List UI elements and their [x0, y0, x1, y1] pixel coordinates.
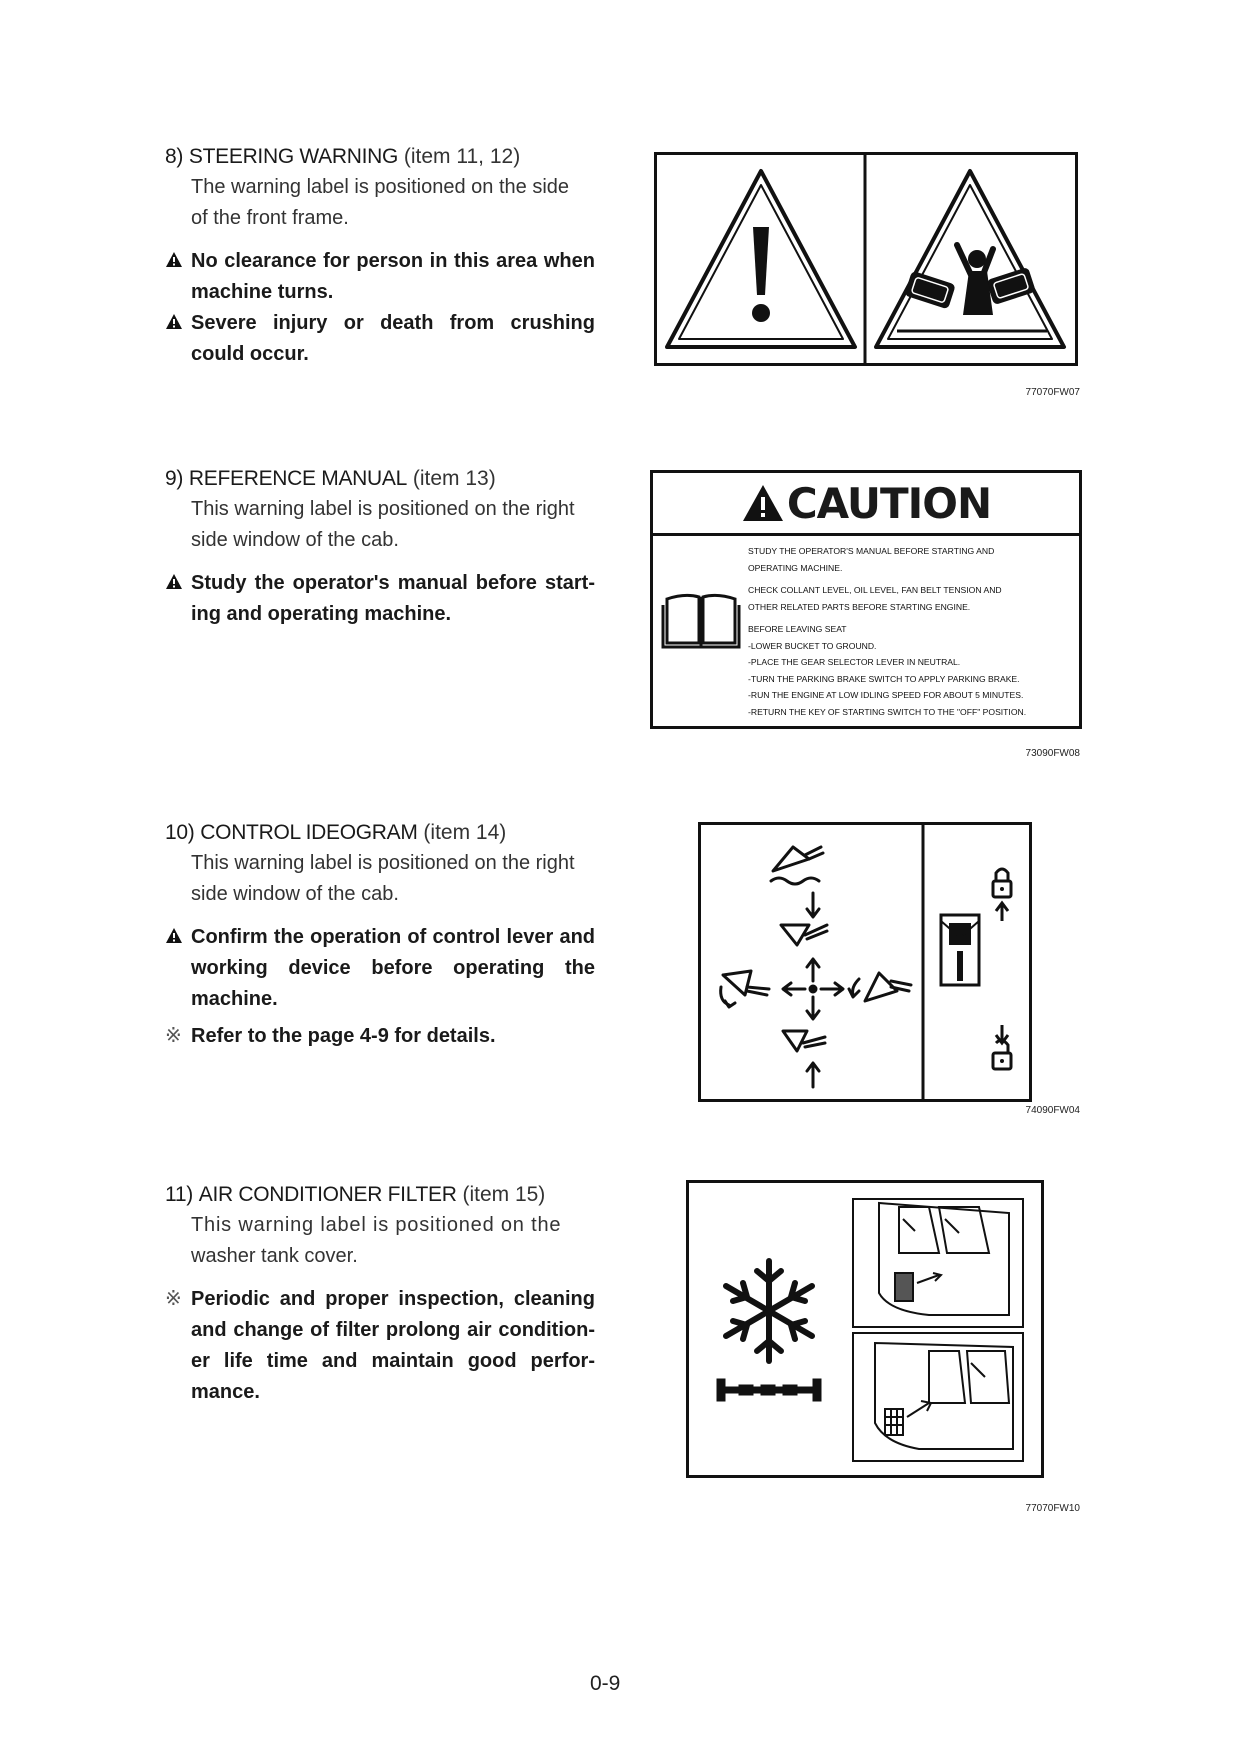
caution-heading: CAUTION: [786, 478, 992, 528]
caution-line: OTHER RELATED PARTS BEFORE STARTING ENGINE.: [748, 601, 971, 612]
caution-line: -PLACE THE GEAR SELECTOR LEVER IN NEUTRAL.: [748, 657, 961, 667]
snowflake-icon: [726, 1261, 812, 1361]
section-heading: [165, 1180, 595, 1210]
caution-line: -TURN THE PARKING BRAKE SWITCH TO APPLY PARKING BRAKE.: [748, 673, 1020, 684]
figure-code: 77070FW07: [1025, 387, 1080, 398]
caution-line: -LOWER BUCKET TO GROUND.: [748, 640, 877, 651]
warning-note-text: No clearance for person in this area when machine turns.: [191, 250, 595, 303]
section-desc-line: washer tank cover.: [191, 1245, 358, 1267]
section-air-conditioner-filter: [165, 1180, 595, 1408]
reference-note-text: Periodic and proper inspection, cleaning and change of filter prolong air condition-er life time and maintain good perfor-mance.: [191, 1288, 595, 1403]
section-number: 10): [165, 821, 195, 844]
section-item-ref: (item 13): [412, 467, 496, 490]
caution-line: OPERATING MACHINE.: [748, 562, 843, 573]
section-desc-line: side window of the cab.: [191, 883, 399, 905]
warning-note-text: Study the operator's manual before start-ing and operating machine.: [191, 572, 595, 625]
section-title: AIR CONDITIONER FILTER: [198, 1183, 457, 1206]
warning-note: [165, 308, 595, 370]
caution-warning-icon: [741, 483, 785, 523]
warning-note-text: Severe injury or death from crushing could occur.: [191, 312, 595, 365]
caution-line: BEFORE LEAVING SEAT: [748, 624, 847, 634]
warning-icon: [165, 922, 189, 953]
general-warning-icon: [667, 171, 855, 347]
section-item-ref: (item 15): [462, 1183, 546, 1206]
section-desc-line: This warning label is positioned on the: [191, 1214, 562, 1236]
section-desc-line: This warning label is positioned on the right: [191, 852, 575, 874]
reference-note: [165, 1284, 595, 1408]
section-heading: [165, 142, 595, 172]
section-control-ideogram: [165, 818, 595, 1052]
section-desc-line: of the front frame.: [191, 207, 349, 229]
caution-header: [653, 473, 1079, 536]
caution-label-figure: [650, 470, 1082, 729]
caution-text-block: [748, 543, 1078, 720]
section-desc-line: The warning label is positioned on the side: [191, 176, 570, 198]
steering-warning-label-figure: [654, 152, 1078, 366]
section-desc-line: side window of the cab.: [191, 529, 399, 551]
warning-note-text: Confirm the operation of control lever and working device before operating the machine.: [191, 926, 595, 1010]
figure-code: 73090FW08: [1025, 748, 1080, 759]
reference-mark: ※: [165, 1025, 182, 1047]
section-number: 8): [165, 145, 184, 168]
caution-line: -RUN THE ENGINE AT LOW IDLING SPEED FOR ABOUT 5 MINUTES.: [748, 690, 1024, 700]
warning-icon: [165, 246, 189, 277]
reference-note-text: Refer to the page 4-9 for details.: [191, 1025, 496, 1047]
figure-code: 74090FW04: [1025, 1105, 1080, 1116]
crushing-hazard-icon: [876, 171, 1064, 347]
reference-mark: ※: [165, 1288, 182, 1310]
figure-code: 77070FW10: [1025, 1503, 1080, 1514]
caution-line: -RETURN THE KEY OF STARTING SWITCH TO THE "OFF" POSITION.: [748, 706, 1027, 717]
book-icon: [661, 591, 741, 649]
section-title: REFERENCE MANUAL: [188, 467, 407, 490]
section-number: 9): [165, 467, 184, 490]
page-number: 0-9: [590, 1672, 621, 1695]
warning-note: [165, 922, 595, 1015]
warning-icon: [165, 308, 189, 339]
filter-width-icon: [717, 1379, 821, 1401]
section-title: STEERING WARNING: [188, 145, 399, 168]
reference-note: [165, 1021, 595, 1052]
control-ideogram-figure: [698, 822, 1032, 1102]
section-reference-manual: [165, 464, 595, 630]
caution-line: CHECK COLLANT LEVEL, OIL LEVEL, FAN BELT TENSION AND: [748, 585, 1002, 595]
section-heading: [165, 818, 595, 848]
air-conditioner-filter-figure: [686, 1180, 1044, 1478]
warning-icon: [165, 568, 189, 599]
section-heading: [165, 464, 595, 494]
bucket-control-icons: [721, 847, 911, 1087]
caution-line: STUDY THE OPERATOR'S MANUAL BEFORE STARTING AND: [748, 546, 995, 556]
section-number: 11): [165, 1183, 193, 1206]
section-desc-line: This warning label is positioned on the right: [191, 498, 575, 520]
warning-note: [165, 246, 595, 308]
lever-lock-icons: [941, 869, 1011, 1069]
section-item-ref: (item 14): [423, 821, 507, 844]
warning-note: [165, 568, 595, 630]
section-title: CONTROL IDEOGRAM: [200, 821, 418, 844]
section-steering-warning: [165, 142, 595, 370]
section-item-ref: (item 11, 12): [403, 145, 521, 168]
filter-location-views: [853, 1199, 1023, 1461]
